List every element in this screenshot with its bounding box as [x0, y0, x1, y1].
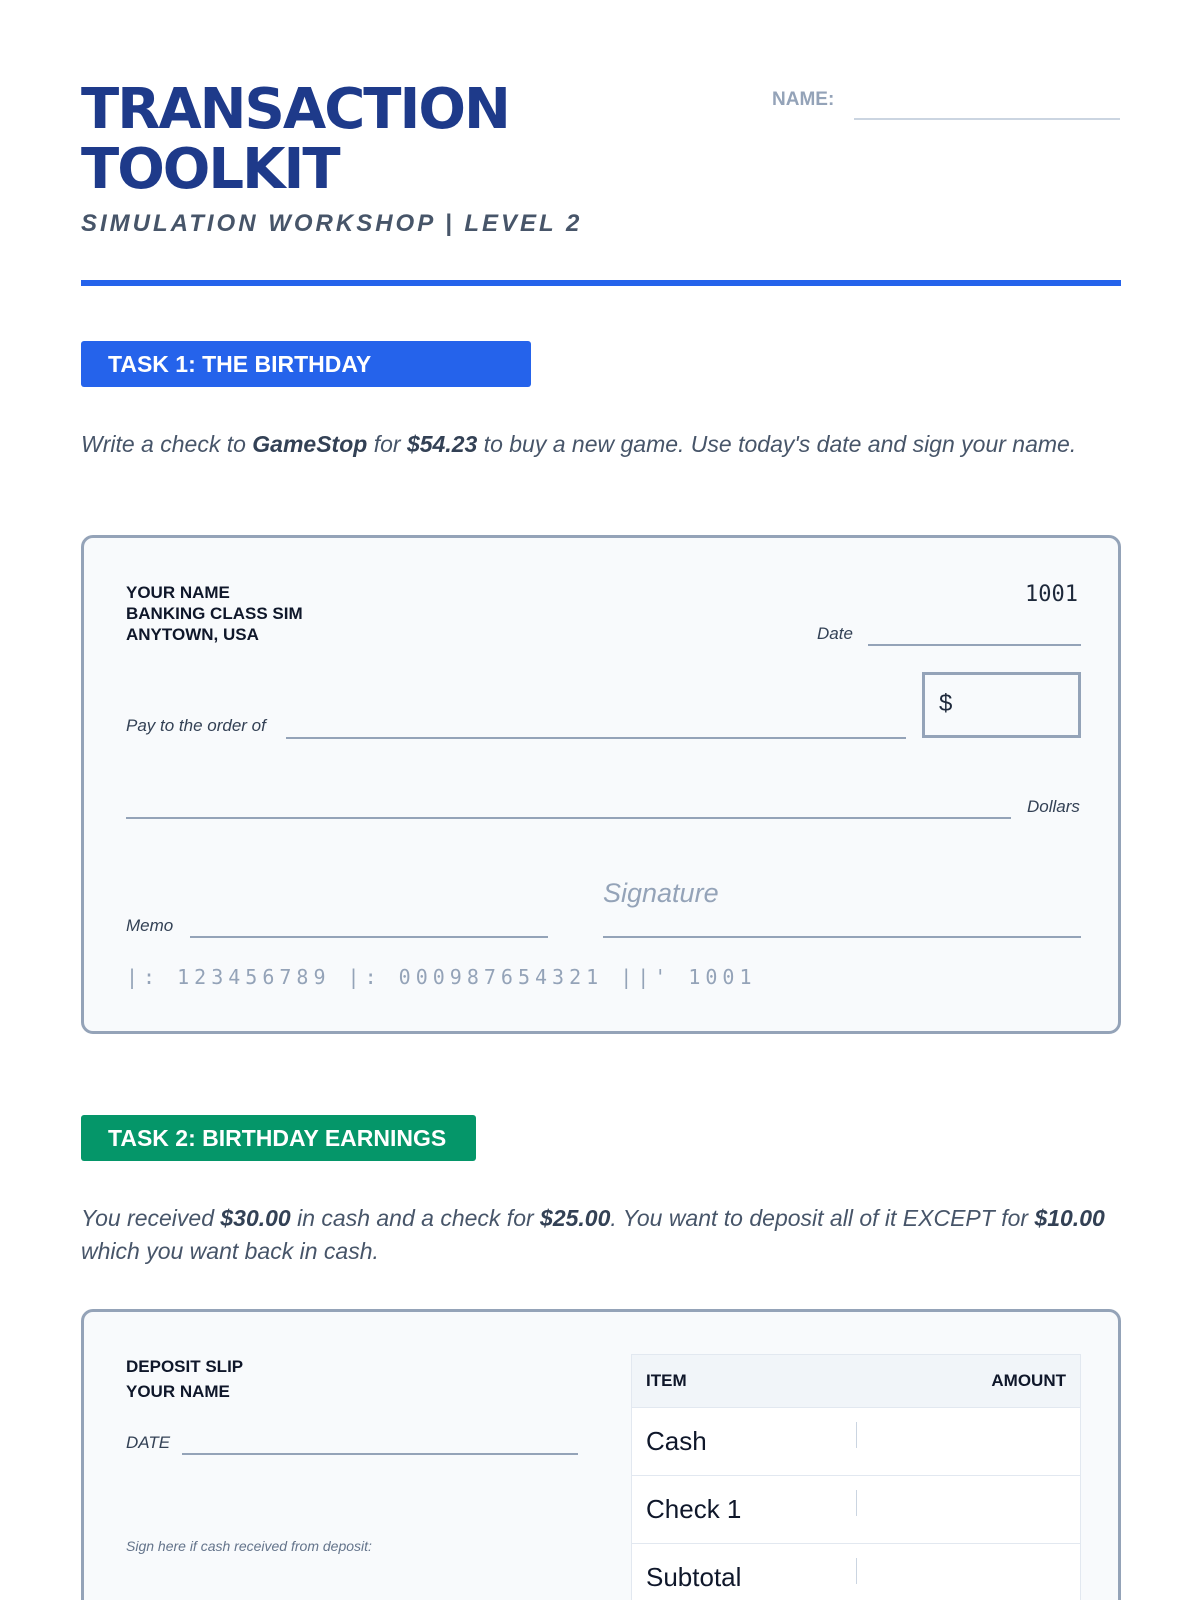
table-row[interactable]	[632, 1544, 1080, 1600]
payee-field[interactable]	[286, 737, 906, 739]
signature-placeholder: Signature	[603, 878, 719, 908]
deposit-slip	[81, 1309, 1121, 1600]
task1-instr-text: for	[367, 431, 407, 457]
column-divider	[856, 1558, 857, 1584]
row-item-label: Cash	[646, 1426, 707, 1456]
task2-instructions	[81, 1202, 1121, 1268]
check-date-field[interactable]	[868, 644, 1081, 646]
task2-check-amount: $25.00	[540, 1205, 611, 1231]
row-item-label: Check 1	[646, 1494, 742, 1524]
title-line-1: TRANSACTION	[81, 77, 509, 142]
memo-label: Memo	[126, 916, 174, 935]
check-address-line: BANKING CLASS SIM	[126, 604, 303, 623]
task2-cash-amount: $30.00	[220, 1205, 291, 1231]
check-address-line: ANYTOWN, USA	[126, 625, 259, 644]
task1-amount: $54.23	[406, 431, 478, 457]
name-label: NAME:	[772, 89, 835, 110]
task2-instr-text: . You want to deposit all of it EXCEPT for	[610, 1205, 1035, 1231]
task2-badge: TASK 2: BIRTHDAY EARNINGS	[81, 1115, 476, 1161]
header-divider	[81, 280, 1121, 286]
slip-name: YOUR NAME	[126, 1382, 230, 1401]
task1-badge: TASK 1: THE BIRTHDAY PURCHASE	[81, 341, 531, 387]
column-divider	[856, 1422, 857, 1448]
check-number: 1001	[1025, 582, 1078, 607]
table-row[interactable]	[632, 1408, 1080, 1476]
check-date-label: Date	[817, 624, 853, 643]
task2-instr-text: You received	[81, 1205, 221, 1231]
page-subtitle: SIMULATION WORKSHOP | LEVEL 2	[81, 210, 583, 237]
item-column-header: ITEM	[646, 1371, 687, 1390]
check-address-line: YOUR NAME	[126, 583, 230, 602]
amount-words-field[interactable]	[126, 817, 1011, 819]
dollar-sign: $	[939, 690, 953, 717]
slip-date-field[interactable]	[182, 1453, 578, 1455]
task1-payee: GameStop	[252, 431, 368, 457]
task1-instructions	[81, 428, 1121, 461]
check-amount-field[interactable]	[922, 672, 1081, 738]
slip-date-label: DATE	[126, 1433, 171, 1452]
task2-instr-text: in cash and a check for	[290, 1205, 541, 1231]
memo-field[interactable]	[190, 936, 548, 938]
deposit-table	[631, 1354, 1081, 1600]
task1-instr-text: Write a check to	[81, 431, 253, 457]
dollars-label: Dollars	[1027, 797, 1080, 816]
page-title	[81, 77, 509, 202]
name-input-line[interactable]	[854, 118, 1120, 120]
amount-column-header: AMOUNT	[991, 1371, 1066, 1390]
slip-title: DEPOSIT SLIP	[126, 1357, 244, 1376]
slip-sign-note: Sign here if cash received from deposit:	[126, 1538, 372, 1554]
signature-field[interactable]	[603, 936, 1081, 938]
title-line-2: TOOLKIT	[81, 137, 339, 202]
table-row[interactable]	[632, 1476, 1080, 1544]
blank-check	[81, 535, 1121, 1034]
deposit-table-header	[632, 1355, 1080, 1408]
column-divider	[856, 1490, 857, 1516]
row-item-label: Subtotal	[646, 1562, 742, 1592]
task2-cash-back: $10.00	[1034, 1205, 1105, 1231]
task1-instr-text: to buy a new game. Use today's date and sign your name.	[477, 431, 1077, 457]
pay-to-label: Pay to the order of	[126, 716, 266, 735]
slip-header	[126, 1354, 243, 1404]
check-address	[126, 582, 303, 645]
task2-instr-text: which you want back in cash.	[81, 1238, 379, 1264]
micr-line: |: 123456789 |: 000987654321 ||' 1001	[126, 965, 757, 989]
